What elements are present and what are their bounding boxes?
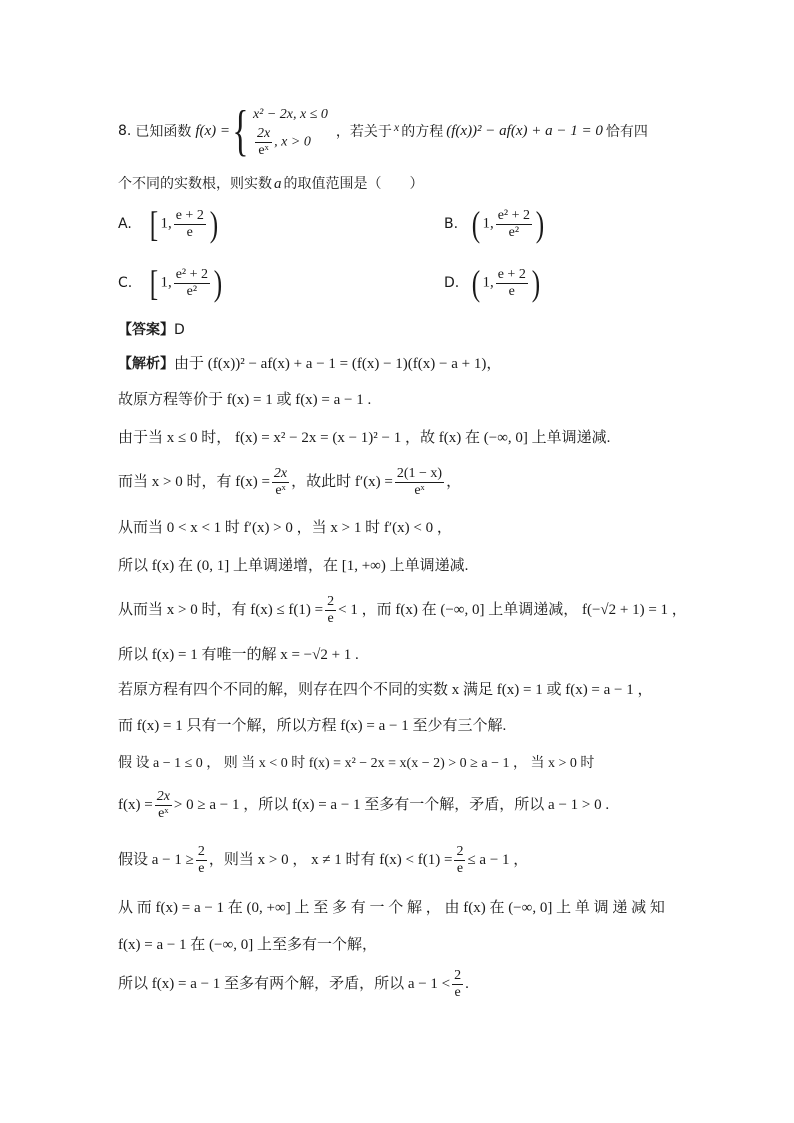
solution-line-3: 由于当 x ≤ 0 时， f(x) = x² − 2x = (x − 1)² − 1 ，故 f(x) 在 (−∞, 0] 上单调递减.: [118, 430, 611, 446]
interval-close-bracket: ): [209, 204, 219, 244]
denominator: e: [198, 861, 205, 877]
fraction: [196, 844, 207, 877]
text-segment: 所以 f(x) = a − 1 至多有两个解，矛盾，所以 a − 1 <: [118, 976, 451, 992]
answer-line: [118, 320, 185, 340]
question-stem: [118, 98, 648, 164]
interval-lower: 1,: [482, 274, 494, 291]
stem-text-a: 已知函数: [135, 124, 192, 140]
option-b[interactable]: [444, 206, 546, 242]
interval-open-bracket: [: [150, 204, 159, 244]
text-segment: 假设 a − 1 ≥: [118, 852, 194, 868]
interval-close-bracket: ): [213, 263, 223, 303]
solution-line-9: 若原方程有四个不同的解，则存在四个不同的实数 x 满足 f(x) = 1 或 f(x) = a − 1 ，: [118, 682, 653, 698]
solution-line-7: [118, 592, 687, 628]
solution-line-1: [118, 354, 501, 374]
text-segment: 而当 x > 0 时，有 f(x) =: [118, 474, 270, 490]
fraction: [272, 466, 289, 499]
equation: (f(x))² − af(x) + a − 1 = 0: [446, 122, 603, 139]
piecewise-cases: [253, 104, 328, 159]
denominator: e: [456, 861, 464, 877]
denominator: e: [186, 224, 193, 240]
function-def: f(x) =: [195, 122, 231, 139]
interval-lower: 1,: [482, 215, 494, 232]
option-a[interactable]: [118, 206, 220, 242]
stem-text-c: 的方程: [401, 124, 444, 140]
interval-open-bracket: (: [472, 263, 481, 303]
option-label: C.: [118, 275, 133, 291]
solution-line-12: [118, 787, 609, 823]
interval-lower: 1,: [160, 274, 172, 291]
numerator: e² + 2: [175, 266, 209, 282]
text-segment: ，则当 x > 0 ， x ≠ 1 时有 f(x) < f(1) =: [208, 852, 453, 868]
stem-line2-text: 个不同的实数根，则实数: [118, 176, 272, 192]
text-segment: ，: [446, 474, 462, 490]
numerator: 2: [456, 844, 464, 860]
text-segment: > 0 ≥ a − 1 ，所以 f(x) = a − 1 至多有一个解，矛盾，所以 a − 1 > 0 .: [173, 797, 610, 813]
solution-line-2: 故原方程等价于 f(x) = 1 或 f(x) = a − 1 .: [118, 392, 372, 408]
solution-line-11: 假 设 a − 1 ≤ 0 ， 则 当 x < 0 时 f(x) = x² − 2x = x(x − 2) > 0 ≥ a − 1 ， 当 x > 0 时: [118, 756, 595, 771]
solution-line-10: 而 f(x) = 1 只有一个解，所以方程 f(x) = a − 1 至少有三个解.: [118, 718, 507, 734]
text-segment: ，故此时 f′(x) =: [291, 474, 393, 490]
option-label: A.: [118, 216, 132, 232]
piecewise-brace: {: [232, 100, 249, 162]
answer-label: 【答案】: [118, 322, 174, 338]
denominator: e: [508, 283, 515, 299]
interval-lower: 1,: [160, 215, 172, 232]
interval-open-bracket: (: [472, 204, 481, 244]
numerator: e + 2: [497, 266, 526, 282]
text-segment: < 1 ，而 f(x) 在 (−∞, 0] 上单调递减， f(−√2 + 1) = 1 ，: [338, 602, 687, 618]
interval-upper-fraction: [174, 267, 210, 300]
stem-text-b: ，若关于: [335, 124, 392, 140]
variable-a: a: [274, 176, 282, 192]
solution-text: 由于 (f(x))² − af(x) + a − 1 = (f(x) − 1)(f(x) − a + 1)，: [174, 356, 502, 372]
question-stem-line2: [118, 174, 424, 194]
interval-open-bracket: [: [150, 263, 159, 303]
denominator: eˣ: [158, 806, 169, 822]
text-segment: f(x) =: [118, 797, 153, 813]
solution-line-16: [118, 966, 469, 1002]
solution-line-5: 从而当 0 < x < 1 时 f′(x) > 0 ，当 x > 1 时 f′(x) < 0 ，: [118, 520, 452, 536]
interval-upper-fraction: [496, 267, 528, 300]
text-segment: .: [465, 976, 469, 992]
fraction: [325, 594, 336, 627]
solution-line-8: 所以 f(x) = 1 有唯一的解 x = −√2 + 1 .: [118, 647, 359, 663]
stem-text-d: 恰有四: [605, 124, 648, 140]
interval-close-bracket: ): [531, 263, 541, 303]
piece-two-fraction: [255, 126, 272, 159]
option-label: B.: [444, 216, 459, 232]
denominator: e²: [508, 224, 520, 240]
interval-close-bracket: ): [535, 204, 545, 244]
interval-upper-fraction: [496, 208, 532, 241]
denominator: eˣ: [275, 483, 286, 499]
variable-x: x: [393, 119, 400, 134]
solution-line-13: [118, 842, 528, 878]
piece-two-condition: , x > 0: [274, 134, 311, 150]
numerator: e² + 2: [497, 207, 531, 223]
piece-two-denominator: eˣ: [258, 142, 269, 158]
denominator: e²: [186, 283, 198, 299]
denominator: e: [327, 611, 334, 627]
answer-value: D: [174, 322, 185, 338]
piece-two-numerator: 2x: [256, 125, 271, 141]
question-number: 8.: [118, 123, 132, 139]
text-segment: ≤ a − 1 ，: [467, 852, 529, 868]
fraction: [155, 789, 172, 822]
fraction: [452, 968, 463, 1001]
interval-upper-fraction: [174, 208, 206, 241]
option-c[interactable]: [118, 265, 224, 301]
solution-line-15: f(x) = a − 1 在 (−∞, 0] 上至多有一个解，: [118, 937, 377, 953]
numerator: 2x: [273, 466, 288, 482]
piece-two: [253, 126, 328, 159]
option-d[interactable]: [444, 265, 542, 301]
denominator: eˣ: [414, 483, 425, 499]
numerator: e + 2: [175, 207, 204, 223]
denominator: e: [454, 985, 461, 1001]
solution-line-6: 所以 f(x) 在 (0, 1] 上单调递增，在 [1, +∞) 上单调递减.: [118, 558, 469, 574]
text-segment: 从而当 x > 0 时，有 f(x) ≤ f(1) =: [118, 602, 324, 618]
stem-line2-text-b: 的取值范围是（ ）: [283, 176, 424, 192]
numerator: 2(1 − x): [396, 466, 443, 482]
fraction: [454, 844, 465, 877]
numerator: 2: [454, 968, 462, 984]
numerator: 2x: [156, 789, 170, 805]
solution-label: 【解析】: [118, 356, 174, 372]
piece-one: x² − 2x, x ≤ 0: [252, 106, 328, 122]
numerator: 2: [197, 844, 205, 860]
option-label: D.: [444, 275, 460, 291]
fraction: [395, 466, 444, 499]
solution-line-14: 从 而 f(x) = a − 1 在 (0, +∞] 上 至 多 有 一 个 解 ， 由 f(x) 在 (−∞, 0] 上 单 调 递 减 知: [118, 900, 665, 916]
solution-line-4: [118, 464, 461, 500]
numerator: 2: [327, 594, 335, 610]
